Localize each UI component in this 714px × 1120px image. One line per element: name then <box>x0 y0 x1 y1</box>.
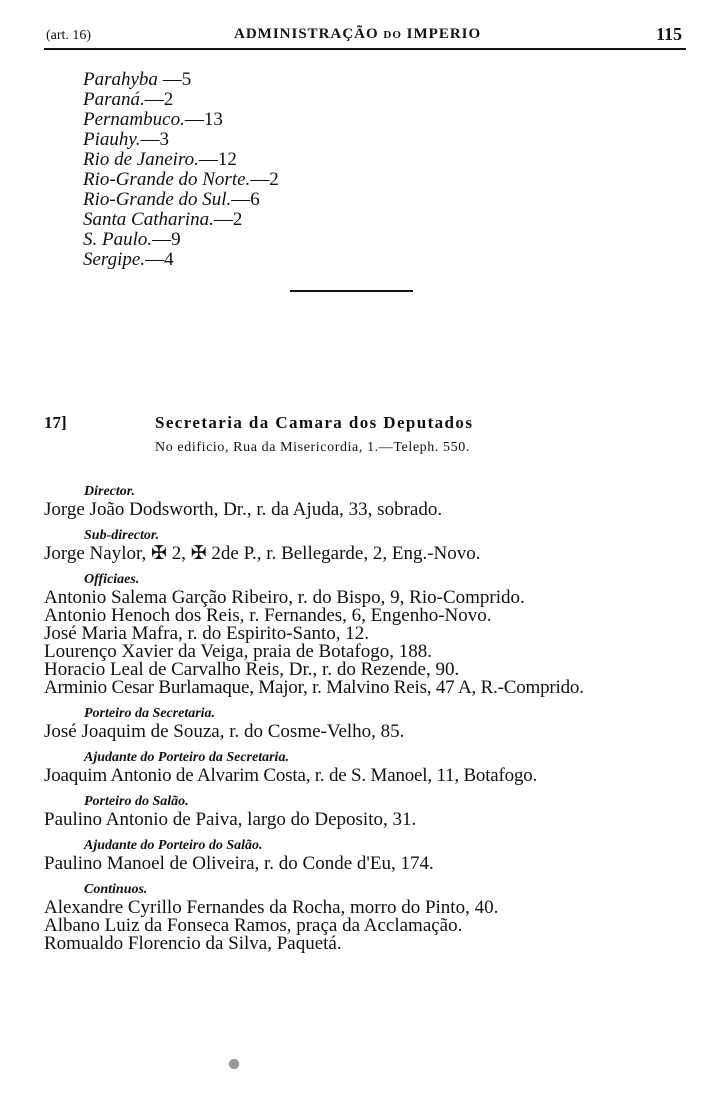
role-heading-assistant-porter: Ajudante do Porteiro da Secretaria. <box>84 750 289 765</box>
province-name: Parahyba <box>83 69 158 90</box>
province-item <box>83 230 279 250</box>
province-item <box>83 210 279 230</box>
province-count: —4 <box>145 249 174 270</box>
province-name: S. Paulo. <box>83 229 153 250</box>
province-item <box>83 70 279 90</box>
province-count: —6 <box>231 189 260 210</box>
ink-blot-mark <box>222 1052 246 1076</box>
subdirector-entry: Jorge Naylor, ✠ 2, ✠ 2de P., r. Bellegarde, 2, Eng.-Novo. <box>44 543 481 564</box>
role-heading-continuos: Continuos. <box>84 882 148 897</box>
province-count: —2 <box>213 209 243 230</box>
continuo-entry: Alexandre Cyrillo Fernandes da Rocha, morro do Pinto, 40. <box>44 897 499 918</box>
officer-entry: José Maria Mafra, r. do Espirito-Santo, 12. <box>44 623 370 644</box>
article-reference: (art. 16) <box>46 28 92 43</box>
officer-entry: Lourenço Xavier da Veiga, praia de Botafogo, 188. <box>44 641 432 662</box>
officer-entry: Antonio Henoch dos Reis, r. Fernandes, 6, Engenho-Novo. <box>44 605 492 626</box>
province-item <box>83 130 279 150</box>
section-address: No edificio, Rua da Misericordia, 1.—Teleph. 550. <box>155 440 470 455</box>
director-entry: Jorge João Dodsworth, Dr., r. da Ajuda, 33, sobrado. <box>44 499 443 520</box>
province-name: Rio-Grande do Norte. <box>83 169 251 190</box>
province-name: Paraná. <box>83 89 145 110</box>
role-heading-salon-porter: Porteiro do Salão. <box>84 794 189 809</box>
province-item <box>83 150 279 170</box>
province-name: Rio-Grande do Sul. <box>83 189 232 210</box>
role-heading-porter: Porteiro da Secretaria. <box>84 706 216 721</box>
province-item <box>83 250 279 270</box>
continuo-entry: Albano Luiz da Fonseca Ramos, praça da Acclamação. <box>44 915 463 936</box>
role-heading-assistant-salon-porter: Ajudante do Porteiro do Salão. <box>84 838 263 853</box>
assistant-porter-entry: Joaquim Antonio de Alvarim Costa, r. de S. Manoel, 11, Botafogo. <box>44 765 538 786</box>
province-name: Pernambuco. <box>83 109 185 130</box>
section-divider <box>290 290 413 292</box>
officer-entry: Horacio Leal de Carvalho Reis, Dr., r. do Rezende, 90. <box>44 659 460 680</box>
salon-porter-entry: Paulino Antonio de Paiva, largo do Deposito, 31. <box>44 809 417 830</box>
porter-entry: José Joaquim de Souza, r. do Cosme-Velho, 85. <box>44 721 405 742</box>
province-item <box>83 110 279 130</box>
province-item <box>83 190 279 210</box>
role-heading-director: Director. <box>84 484 135 499</box>
chapter-heading: ADMINISTRAÇÃO do IMPERIO <box>234 26 482 42</box>
province-list <box>83 70 279 270</box>
province-name: Sergipe. <box>83 249 146 270</box>
province-count: —2 <box>144 89 174 110</box>
province-count: —9 <box>152 229 181 250</box>
province-count: —2 <box>250 169 279 190</box>
assistant-salon-porter-entry: Paulino Manoel de Oliveira, r. do Conde d'Eu, 174. <box>44 853 434 874</box>
province-item <box>83 170 279 190</box>
officer-entry: Antonio Salema Garção Ribeiro, r. do Bispo, 9, Rio-Comprido. <box>44 587 525 608</box>
province-name: Santa Catharina. <box>83 209 214 230</box>
section-number: 17] <box>44 413 67 432</box>
officer-entry: Arminio Cesar Burlamaque, Major, r. Malvino Reis, 47 A, R.-Comprido. <box>44 677 584 698</box>
province-count: —12 <box>198 149 237 170</box>
province-count: —13 <box>184 109 223 130</box>
role-heading-subdirector: Sub-director. <box>84 528 160 543</box>
province-name: Rio de Janeiro. <box>83 149 199 170</box>
province-count: —5 <box>157 69 192 90</box>
running-head <box>44 26 686 50</box>
section-title: Secretaria da Camara dos Deputados <box>155 413 474 432</box>
staff-directory <box>44 483 694 953</box>
province-item <box>83 90 279 110</box>
province-name: Piauhy. <box>83 129 141 150</box>
province-count: —3 <box>140 129 170 150</box>
page-number: 115 <box>655 24 682 44</box>
continuo-entry: Romualdo Florencio da Silva, Paquetá. <box>44 933 342 954</box>
role-heading-officers: Officiaes. <box>84 572 140 587</box>
